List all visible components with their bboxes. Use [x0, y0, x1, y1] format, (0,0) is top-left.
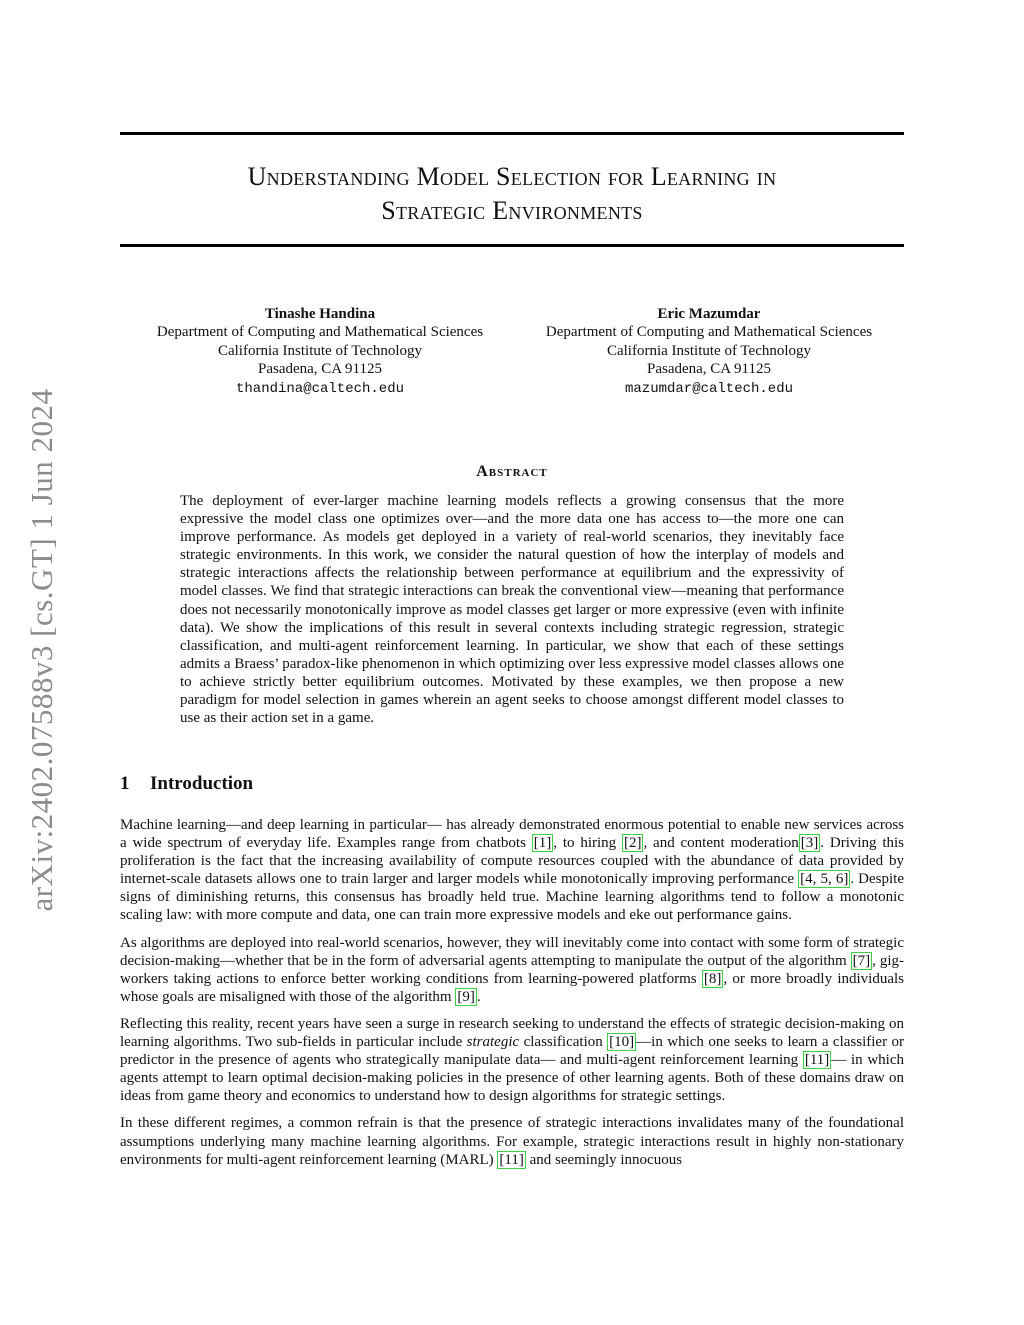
text-run: In these different regimes, a common refrain is that the presence of strategic interactions invalidates many of the foundational assumptions underlying many machine learning algorithms. For example, strategic interactions result in highly non-stationary environments for multi-agent reinforcement learning (MARL) — [120, 1115, 904, 1168]
emphasis: strategic — [466, 1034, 520, 1051]
text-run: Reflecting this reality, recent years have seen a surge in research seeking to understand the effects of strategic decision-making on learning algorithms. Two sub-fields in particular include — [120, 1015, 904, 1051]
citation-link[interactable]: [11] — [499, 1151, 524, 1168]
author-department: Department of Computing and Mathematical Sciences — [545, 324, 873, 341]
citation-link[interactable]: [2] — [623, 835, 642, 852]
title-bottom-rule — [120, 244, 904, 247]
section-title: Introduction — [150, 773, 254, 794]
citation-link[interactable]: [3] — [800, 835, 819, 852]
author-name: Tinashe Handina — [264, 306, 376, 322]
section-heading — [120, 773, 253, 795]
text-run: Machine learning—and deep learning in particular— has already demonstrated enormous potential to enable new services across a wide spectrum of everyday life. Examples range from chatbots — [120, 817, 904, 852]
text-run: As algorithms are deployed into real-world scenarios, however, they will inevitably come into contact with some form of strategic decision-making—whether that be in the form of adversarial agents attempting to manipulate the output of the algorithm — [120, 934, 904, 969]
author-2 — [514, 305, 904, 398]
author-email[interactable]: mazumdar@caltech.edu — [624, 380, 794, 397]
author-department: Department of Computing and Mathematical Sciences — [156, 324, 484, 341]
text-run: , or more broadly individuals whose goals are misaligned with those of the algorithm — [120, 970, 904, 1005]
text-run: . Despite signs of diminishing returns, this consensus has broadly held true. Machine learning algorithms tend to follow a monotonic scaling law: with more compute and data, one can train more expressive models and eke out performance gains. — [120, 871, 904, 924]
text-run: , gig-workers taking actions to enforce better working conditions from learning-powered platforms — [120, 952, 904, 987]
text-run: classification — [519, 1034, 608, 1051]
title-line-1: Understanding Model Selection for Learning in — [247, 162, 777, 191]
section-number: 1 — [120, 773, 130, 794]
author-institution: California Institute of Technology — [606, 342, 812, 359]
citation-link[interactable]: [7] — [852, 952, 871, 969]
text-run: — in which agents attempt to learn optimal decision-making policies in the presence of other learning agents. Both of these domains draw on ideas from game theory and economics to understand how to design algorithms for strategic settings. — [120, 1052, 904, 1105]
text-run: —in which one seeks to learn a classifier or predictor in the presence of agents who strategically manipulate data— and multi-agent reinforcement learning — [120, 1034, 904, 1069]
citation-link[interactable]: [8] — [703, 970, 722, 987]
citation-link[interactable]: [9] — [457, 988, 475, 1005]
citation-link[interactable]: [4, 5, 6] — [800, 871, 849, 888]
text-run: and seemingly innocuous — [525, 1151, 683, 1168]
arxiv-identifier: arXiv:2402.07588v3 [cs.GT] 1 Jun 2024 — [24, 388, 59, 912]
text-run: , and content moderation — [643, 835, 799, 852]
section-body — [120, 816, 904, 1178]
citation-link[interactable]: [11] — [804, 1052, 830, 1069]
text-run: . — [476, 988, 481, 1005]
paragraph-1 — [120, 816, 904, 925]
paragraph-4 — [120, 1114, 904, 1168]
paper-title — [120, 160, 904, 228]
abstract-text: The deployment of ever-larger machine learning models reflects a growing consensus that the more expressive the model class one optimizes over—and the more data one has access to—the more one can improve performance. As models get deployed in a variety of real-world scenarios, they inevitably face strategic environments. In this work, we consider the natural question of how the interplay of models and strategic interactions affects the relationship between performance at equilibrium and the expressivity of model classes. We find that strategic interactions can break the conventional view—meaning that performance does not necessarily monotonically improve as model classes get larger or more expressive (even with infinite data). We show the implications of this result in several contexts including strategic regression, strategic classification, and multi-agent reinforcement learning. In particular, we show that each of these settings admits a Braess’ paradox-like phenomenon in which optimizing over less expressive model classes allows one to achieve strictly better equilibrium outcomes. Motivated by these examples, we then propose a new paradigm for model selection in games wherein an agent seeks to choose amongst different model classes to use as their action set in a game. — [180, 493, 844, 727]
author-1 — [125, 305, 515, 398]
text-run: . Driving this proliferation is the fact that the increasing availability of compute resources coupled with the abundance of data provided by internet-scale datasets allows one to train larger and larger models while monotonically improving performance — [120, 835, 905, 888]
abstract-heading: Abstract — [476, 463, 548, 480]
title-line-2: Strategic Environments — [381, 196, 643, 225]
author-address: Pasadena, CA 91125 — [646, 361, 771, 378]
author-institution: California Institute of Technology — [217, 342, 423, 359]
text-run: , to hiring — [553, 835, 622, 852]
citation-link[interactable]: [1] — [533, 835, 552, 852]
paragraph-3 — [120, 1015, 904, 1105]
author-address: Pasadena, CA 91125 — [257, 361, 382, 378]
title-top-rule — [120, 132, 904, 135]
paragraph-2 — [120, 934, 904, 1006]
author-email[interactable]: thandina@caltech.edu — [235, 380, 405, 397]
author-name: Eric Mazumdar — [657, 306, 761, 322]
citation-link[interactable]: [10] — [609, 1034, 635, 1051]
